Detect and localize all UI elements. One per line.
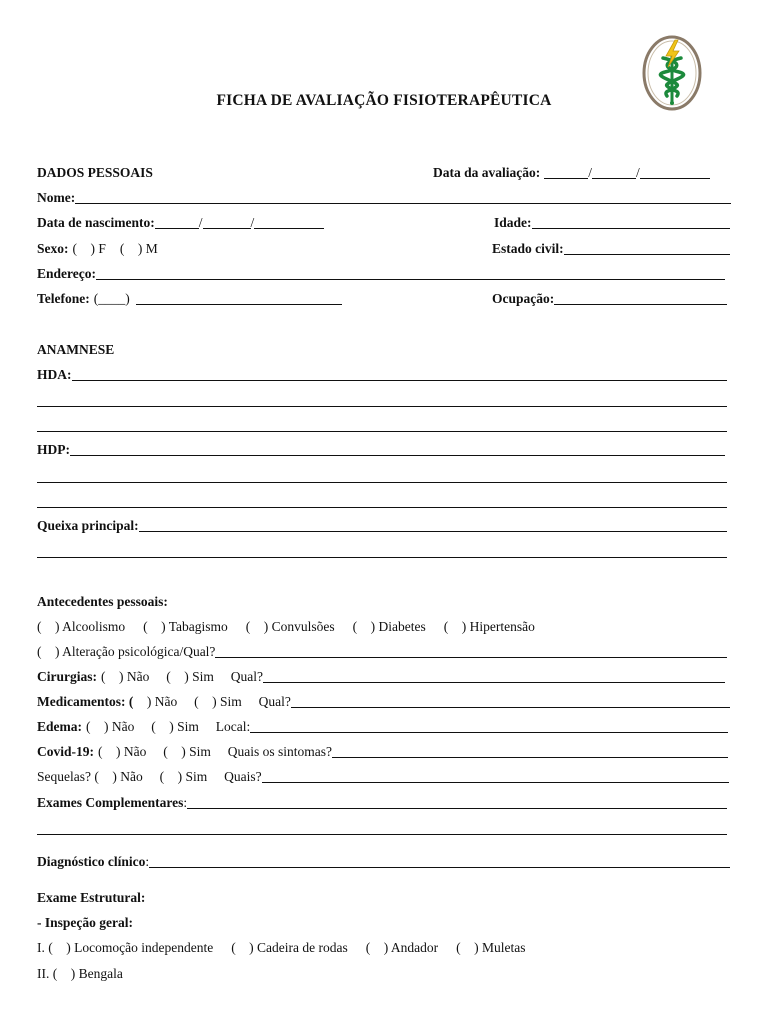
hipertensao-option[interactable]: ( ) Hipertensão <box>443 619 535 634</box>
covid-options[interactable]: ( ) Não ( ) Sim Quais os sintomas? <box>98 744 332 759</box>
data-avaliacao-day-line[interactable] <box>544 165 588 179</box>
diagnostico-clinico-field[interactable] <box>37 853 730 871</box>
hda-blank-line[interactable] <box>37 431 727 432</box>
hdp-blank-line[interactable] <box>37 482 727 483</box>
edema-label: Edema: <box>37 719 82 734</box>
dados-pessoais-heading: DADOS PESSOAIS <box>37 165 153 180</box>
exames-complementares-field[interactable] <box>37 794 727 812</box>
cirurgias-line[interactable] <box>263 669 725 683</box>
idade-field[interactable] <box>494 214 730 232</box>
hdp-line[interactable] <box>70 442 725 456</box>
locomocao-independente-option[interactable]: ( ) Locomoção independente <box>48 940 214 955</box>
data-avaliacao-label: Data da avaliação: <box>433 165 541 180</box>
sexo-m-option[interactable]: ( ) M <box>119 241 158 256</box>
diagnostico-clinico-label: Diagnóstico clínico <box>37 854 146 869</box>
data-avaliacao-month-line[interactable] <box>592 165 636 179</box>
idade-line[interactable] <box>532 215 730 229</box>
alteracao-psicologica-option[interactable]: ( ) Alteração psicológica/Qual? <box>37 644 216 659</box>
edema-field[interactable] <box>37 718 728 736</box>
hdp-blank-line[interactable] <box>37 507 727 508</box>
item-1-number: I. <box>37 940 49 955</box>
cirurgias-label: Cirurgias: <box>37 669 97 684</box>
telefone-label: Telefone: <box>37 291 90 306</box>
nome-line[interactable] <box>75 190 731 204</box>
data-nascimento-label: Data de nascimento: <box>37 215 155 230</box>
telefone-field[interactable] <box>37 290 342 308</box>
telefone-prefix: (____) <box>93 291 130 306</box>
ocupacao-field[interactable] <box>492 290 727 308</box>
inspecao-geral-row <box>37 914 133 932</box>
anamnese-heading: ANAMNESE <box>37 342 115 357</box>
covid-label: Covid-19: <box>37 744 94 759</box>
idade-label: Idade: <box>494 215 532 230</box>
estado-civil-label: Estado civil: <box>492 241 564 256</box>
exame-estrutural-heading-row <box>37 889 145 907</box>
queixa-principal-line[interactable] <box>139 518 727 532</box>
inspecao-geral-heading: - Inspeção geral: <box>37 915 133 930</box>
sexo-field <box>37 240 158 258</box>
anamnese-heading-row <box>37 341 114 359</box>
exames-complementares-colon: : <box>183 795 188 810</box>
exames-complementares-line[interactable] <box>187 795 727 809</box>
data-avaliacao-year-line[interactable] <box>640 165 710 179</box>
sexo-label: Sexo: <box>37 241 69 256</box>
exames-blank-line[interactable] <box>37 834 727 835</box>
covid-line[interactable] <box>332 744 728 758</box>
exames-complementares-label: Exames Complementares <box>37 795 184 810</box>
diabetes-option[interactable]: ( ) Diabetes <box>352 619 426 634</box>
endereco-field[interactable] <box>37 265 725 283</box>
bengala-option[interactable]: ( ) Bengala <box>52 966 123 981</box>
ocupacao-line[interactable] <box>554 291 727 305</box>
antecedentes-heading-row <box>37 593 168 611</box>
estado-civil-field[interactable] <box>492 240 730 258</box>
hda-label: HDA: <box>37 367 72 382</box>
form-title: FICHA DE AVALIAÇÃO FISIOTERAPÊUTICA <box>216 92 552 109</box>
muletas-option[interactable]: ( ) Muletas <box>456 940 526 955</box>
estado-civil-line[interactable] <box>564 241 730 255</box>
alcoolismo-option[interactable]: ( ) Alcoolismo <box>37 619 126 634</box>
telefone-line[interactable] <box>136 291 342 305</box>
queixa-principal-field[interactable] <box>37 517 727 535</box>
inspecao-item-1-row <box>37 939 525 957</box>
data-nascimento-field[interactable]: Data de nascimento: / / <box>37 214 357 232</box>
sequelas-line[interactable] <box>262 769 729 783</box>
medicamentos-options[interactable]: ) Não ( ) Sim Qual? <box>133 694 291 709</box>
tabagismo-option[interactable]: ( ) Tabagismo <box>143 619 228 634</box>
hda-blank-line[interactable] <box>37 406 727 407</box>
alteracao-psicologica-field[interactable] <box>37 643 727 661</box>
andador-option[interactable]: ( ) Andador <box>365 940 439 955</box>
medicamentos-label: Medicamentos: ( <box>37 694 134 709</box>
ocupacao-label: Ocupação: <box>492 291 555 306</box>
diagnostico-clinico-colon: : <box>145 854 150 869</box>
cirurgias-options[interactable]: ( ) Não ( ) Sim Qual? <box>101 669 263 684</box>
sexo-f-option[interactable]: ( ) F <box>72 241 106 256</box>
exame-estrutural-heading: Exame Estrutural: <box>37 890 146 905</box>
hdp-label: HDP: <box>37 442 70 457</box>
data-avaliacao-field[interactable]: Data da avaliação: / / <box>433 164 710 182</box>
endereco-label: Endereço: <box>37 266 96 281</box>
medicamentos-field[interactable] <box>37 693 730 711</box>
item-2-number: II. <box>37 966 53 981</box>
diagnostico-clinico-line[interactable] <box>149 854 730 868</box>
hda-field[interactable] <box>37 366 727 384</box>
hdp-field[interactable] <box>37 441 725 459</box>
antecedentes-options-row <box>37 618 535 636</box>
alteracao-psicologica-line[interactable] <box>215 644 727 658</box>
data-nascimento-year-line[interactable] <box>254 215 324 229</box>
covid-field[interactable] <box>37 743 728 761</box>
cadeira-de-rodas-option[interactable]: ( ) Cadeira de rodas <box>231 940 348 955</box>
queixa-principal-label: Queixa principal: <box>37 518 139 533</box>
convulsoes-option[interactable]: ( ) Convulsões <box>245 619 335 634</box>
nome-label: Nome: <box>37 190 76 205</box>
medicamentos-line[interactable] <box>291 694 730 708</box>
nome-field[interactable] <box>37 189 731 207</box>
hda-line[interactable] <box>72 367 728 381</box>
sequelas-options[interactable]: Sequelas? ( ) Não ( ) Sim Quais? <box>37 769 262 784</box>
endereco-line[interactable] <box>96 266 725 280</box>
cirurgias-field[interactable] <box>37 668 725 686</box>
sequelas-field[interactable] <box>37 768 729 786</box>
data-nascimento-month-line[interactable] <box>203 215 251 229</box>
edema-line[interactable] <box>250 719 728 733</box>
inspecao-item-2-row <box>37 965 123 983</box>
queixa-blank-line[interactable] <box>37 557 727 558</box>
data-nascimento-day-line[interactable] <box>155 215 199 229</box>
antecedentes-heading: Antecedentes pessoais: <box>37 594 168 609</box>
edema-options[interactable]: ( ) Não ( ) Sim Local: <box>86 719 251 734</box>
